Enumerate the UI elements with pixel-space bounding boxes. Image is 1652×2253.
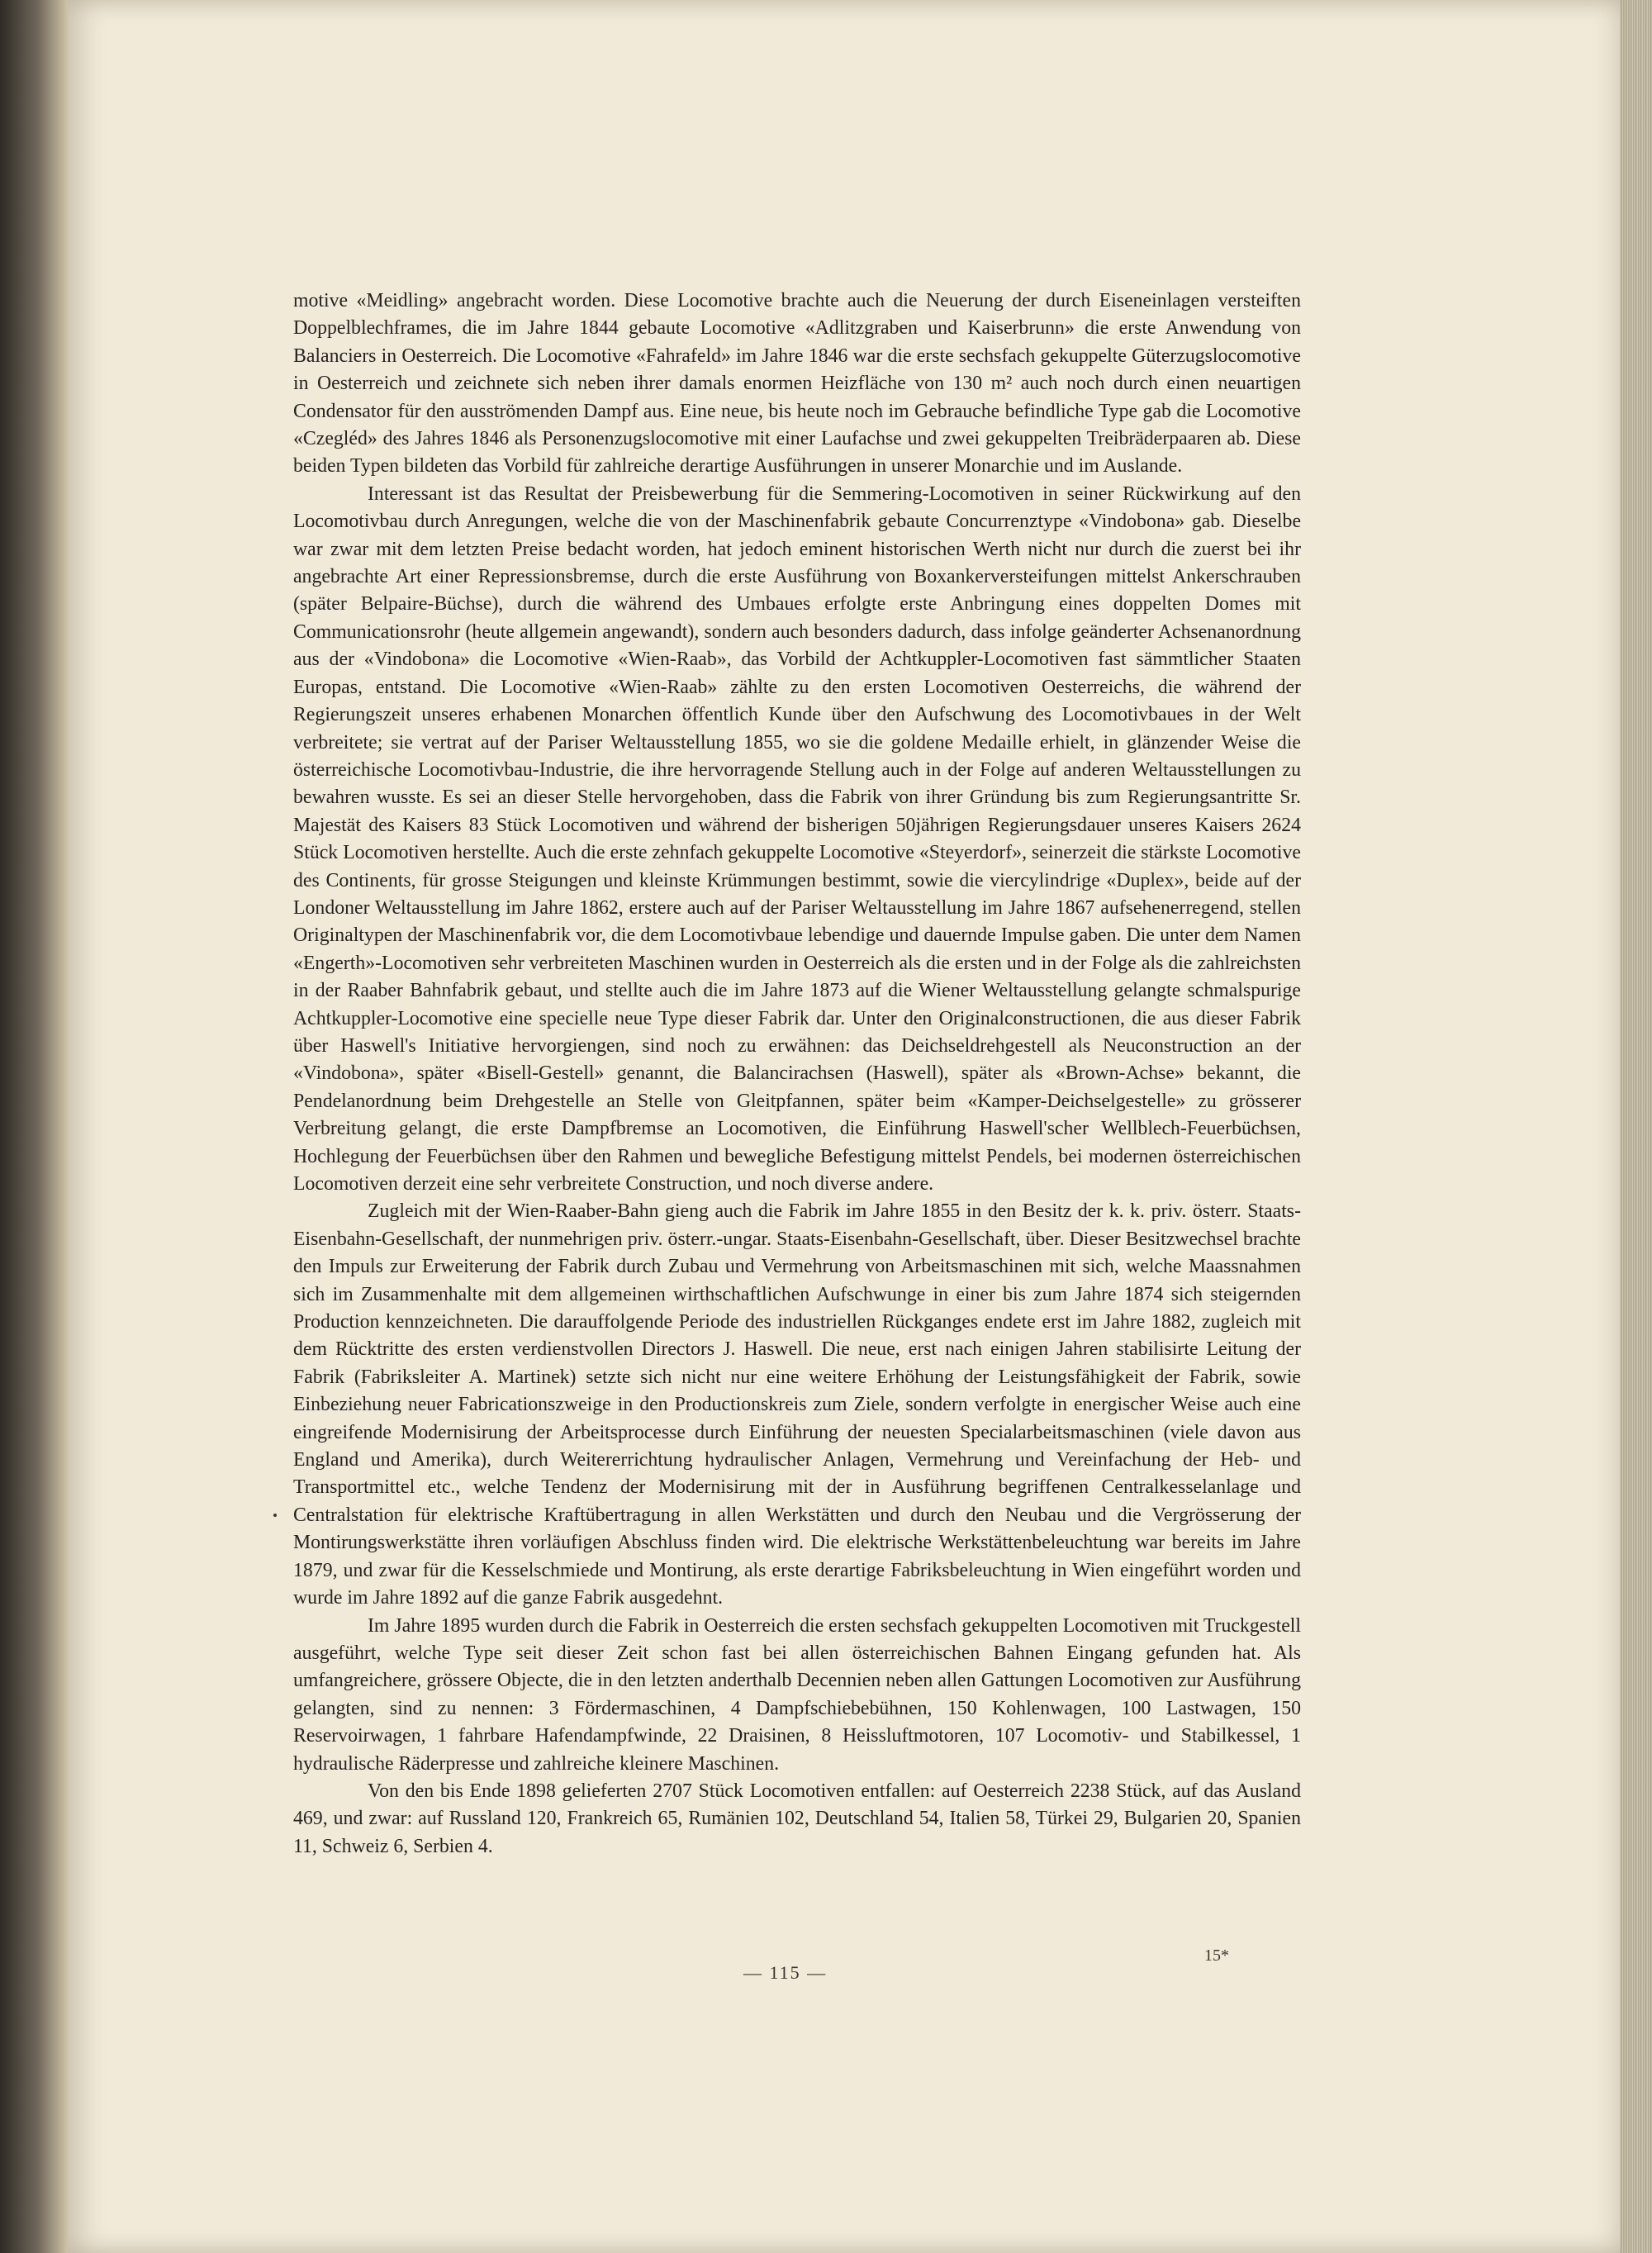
margin-mark [273, 1514, 277, 1517]
printer-signature-mark: 15* [1204, 1946, 1229, 1965]
page-stack-edge [1621, 0, 1652, 2253]
body-text [293, 288, 1301, 1861]
paragraph: Interessant ist das Resultat der Preisbewerbung für die Semmering-Locomotiven in seiner Rückwirkung auf den Locomotivbau durch Anregungen, welche die von der Maschinenfabrik gebaute Concurrenztype «Vindobona» gab. Dieselbe war zwar mit dem letzten Preise bedacht worden, hat jedoch eminent historischen Werth nicht nur durch die zuerst bei ihr angebrachte Art einer Repressionsbremse, durch die erste Ausführung von Boxankerversteifungen mittelst Ankerschrauben (später Belpaire-Büchse), durch die während des Umbaues erfolgte erste Anbringung eines doppelten Domes mit Communicationsrohr (heute allgemein angewandt), sondern auch besonders dadurch, dass infolge geänderter Achsenanordnung aus der «Vindobona» die Locomotive «Wien-Raab», das Vorbild der Achtkuppler-Locomotiven fast sämmtlicher Staaten Europas, entstand. Die Locomotive «Wien-Raab» zählte zu den ersten Locomotiven Oesterreichs, die während der Regierungszeit unseres erhabenen Monarchen öffentlich Kunde über den Aufschwung des Locomotivbaues in der Welt verbreitete; sie vertrat auf der Pariser Weltausstellung 1855, wo sie die goldene Medaille erhielt, in glänzender Weise die österreichische Locomotivbau-Industrie, die ihre hervorragende Stellung auch in der Folge auf anderen Weltausstellungen zu bewahren wusste. Es sei an dieser Stelle hervorgehoben, dass die Fabrik von ihrer Gründung bis zum Regierungsantritte Sr. Majestät des Kaisers 83 Stück Locomotiven und während der bisherigen 50jährigen Regierungsdauer unseres Kaisers 2624 Stück Locomotiven herstellte. Auch die erste zehnfach gekuppelte Locomotive «Steyerdorf», seinerzeit die stärkste Locomotive des Continents, für grosse Steigungen und kleinste Krümmungen bestimmt, sowie die viercylindrige «Duplex», beide auf der Londoner Weltausstellung im Jahre 1862, erstere auch auf der Pariser Weltausstellung im Jahre 1867 aufsehenerregend, stellen Originaltypen der Maschinenfabrik vor, die dem Locomotivbaue lebendige und dauernde Impulse gaben. Die unter dem Namen «Engerth»-Locomotiven sehr verbreiteten Maschinen wurden in Oesterreich als die ersten und in der Folge als die zahlreichsten in der Raaber Bahnfabrik gebaut, und stellte auch die im Jahre 1873 auf die Wiener Weltausstellung gelangte schmalspurige Achtkuppler-Locomotive eine specielle neue Type dieser Fabrik dar. Unter den Originalconstructionen, die aus dieser Fabrik über Haswell's Initiative hervorgiengen, sind noch zu erwähnen: das Deichseldrehgestell als Neuconstruction an der «Vindobona», später «Bisell-Gestell» genannt, die Balancirachsen (Haswell), später als «Brown-Achse» bekannt, die Pendelanordnung beim Drehgestelle an Stelle von Gleitpfannen, später beim «Kamper-Deichselgestelle» zu grösserer Verbreitung gelangt, die erste Dampfbremse an Locomotiven, die Einführung Haswell'scher Wellblech-Feuerbüchsen, Hochlegung der Feuerbüchsen über den Rahmen und bewegliche Befestigung mittelst Pendels, bei modernen österreichischen Locomotiven derzeit eine sehr verbreitete Construction, und noch diverse andere. [293, 482, 1301, 1195]
paragraph-continuation: motive «Meidling» angebracht worden. Diese Locomotive brachte auch die Neuerung der durch Eiseneinlagen versteiften Doppelblechframes, die im Jahre 1844 gebaute Locomotive «Adlitzgraben und Kaiserbrunn» die erste Anwendung von Balanciers in Oesterreich. Die Locomotive «Fahrafeld» im Jahre 1846 war die erste sechsfach gekuppelte Güterzugslocomotive in Oesterreich und zeichnete sich neben ihrer damals enormen Heizfläche von 130 m² auch noch durch einen neuartigen Condensator für den ausströmenden Dampf aus. Eine neue, bis heute noch im Gebrauche befindliche Type gab die Locomotive «Czegléd» des Jahres 1846 als Personenzugslocomotive mit einer Laufachse und zwei gekuppelten Treibräderpaaren ab. Diese beiden Typen bildeten das Vorbild für zahlreiche derartige Ausführungen in unserer Monarchie und im Auslande. [293, 290, 1301, 478]
book-binding-edge [0, 0, 68, 2253]
page-number: — 115 — [743, 1962, 828, 1983]
paragraph: Von den bis Ende 1898 gelieferten 2707 Stück Locomotiven entfallen: auf Oesterreich 2238 Stück, auf das Ausland 469, und zwar: auf Russland 120, Frankreich 65, Rumänien 102, Deutschland 54, Italien 58, Türkei 29, Bulgarien 20, Spanien 11, Schweiz 6, Serbien 4. [293, 1780, 1301, 1857]
paragraph: Zugleich mit der Wien-Raaber-Bahn gieng auch die Fabrik im Jahre 1855 in den Besitz der k. k. priv. österr. Staats-Eisenbahn-Gesellschaft, der nunmehrigen priv. österr.-ungar. Staats-Eisenbahn-Gesellschaft, über. Dieser Besitzwechsel brachte den Impuls zur Erweiterung der Fabrik durch Zubau und Vermehrung von Arbeitsmaschinen mit sich, welche Maassnahmen sich im Zusammenhalte mit dem allgemeinen wirthschaftlichen Aufschwunge in einer bis zum Jahre 1874 sich steigernden Production kennzeichneten. Die darauffolgende Periode des industriellen Rückganges endete erst im Jahre 1882, zugleich mit dem Rücktritte des ersten verdienstvollen Directors J. Haswell. Die neue, erst nach einigen Jahren stabilisirte Leitung der Fabrik (Fabriksleiter A. Martinek) setzte sich nicht nur eine weitere Erhöhung der Leistungsfähigkeit der Fabrik, sowie Einbeziehung neuer Fabricationszweige in den Productionskreis zum Ziele, sondern verfolgte in energischer Weise auch eine eingreifende Modernisirung der Arbeitsprocesse durch Einführung der neuesten Specialarbeitsmaschinen (viele davon aus England und Amerika), durch Weitererrichtung hydraulischer Anlagen, Vermehrung und Vereinfachung der Heb- und Transportmittel etc., welche Tendenz der Modernisirung mit der in Ausführung begriffenen Centralkesselanlage und Centralstation für elektrische Kraftübertragung in allen Werkstätten und durch den Neubau und die Vergrösserung der Montirungswerkstätte ihren vorläufigen Abschluss finden wird. Die elektrische Werkstättenbeleuchtung war bereits im Jahre 1879, und zwar für die Kesselschmiede und Montirung, als erste derartige Fabriksbeleuchtung in Wien eingeführt worden und wurde im Jahre 1892 auf die ganze Fabrik ausgedehnt. [293, 1200, 1301, 1609]
paragraph: Im Jahre 1895 wurden durch die Fabrik in Oesterreich die ersten sechsfach gekuppelten Locomotiven mit Truckgestell ausgeführt, welche Type seit dieser Zeit schon fast bei allen österreichischen Bahnen Eingang gefunden hat. Als umfangreichere, grössere Objecte, die in den letzten anderthalb Decennien neben allen Gattungen Locomotiven zur Ausführung gelangten, sind zu nennen: 3 Fördermaschinen, 4 Dampfschiebebühnen, 150 Kohlenwagen, 100 Lastwagen, 150 Reservoirwagen, 1 fahrbare Hafendampfwinde, 22 Draisinen, 8 Heissluftmotoren, 107 Locomotiv- und Stabilkessel, 1 hydraulische Räderpresse und zahlreiche kleinere Maschinen. [293, 1614, 1301, 1775]
